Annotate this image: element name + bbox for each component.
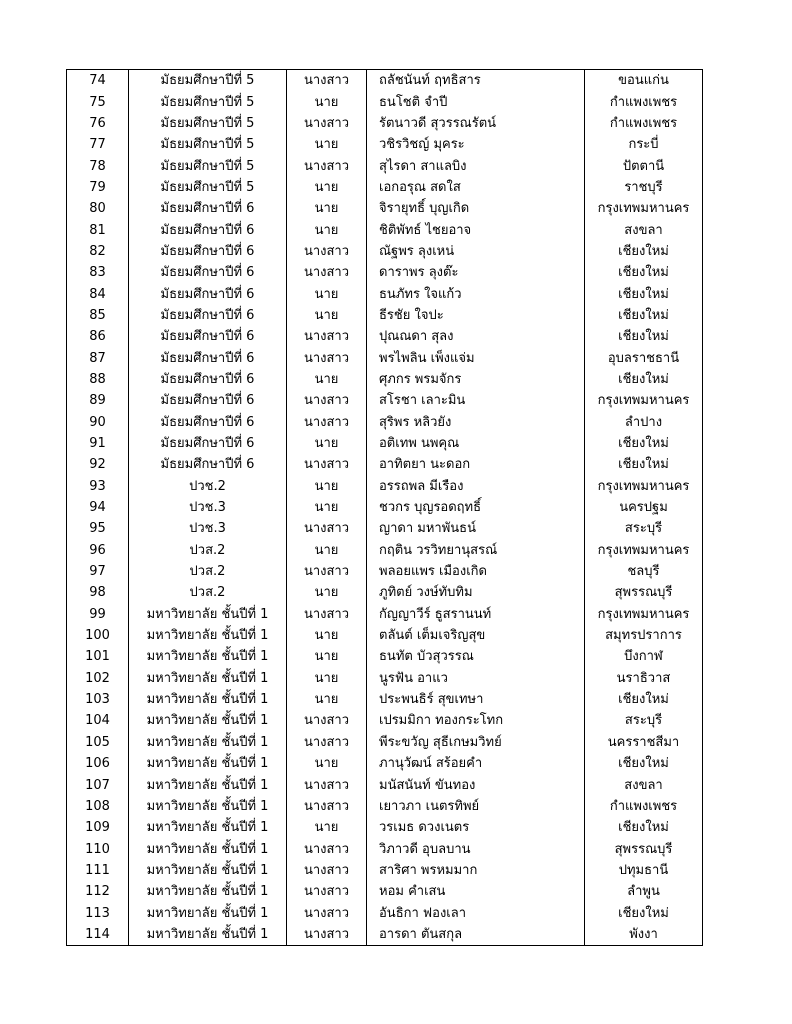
province-cell: กรุงเทพมหานคร	[585, 476, 703, 497]
table-row	[67, 433, 703, 454]
row-number-cell: 101	[67, 646, 129, 667]
table-row	[67, 347, 703, 368]
name-title-cell: นางสาว	[287, 561, 367, 582]
province-cell: เชียงใหม่	[585, 262, 703, 283]
education-level-cell: มัธยมศึกษาปีที่ 5	[129, 113, 287, 134]
row-number-cell: 114	[67, 924, 129, 946]
row-number-cell: 89	[67, 390, 129, 411]
row-number-cell: 94	[67, 497, 129, 518]
education-level-cell: ปวช.2	[129, 476, 287, 497]
province-cell: เชียงใหม่	[585, 305, 703, 326]
full-name-cell: ธนภัทร ใจแก้ว	[367, 283, 585, 304]
full-name-cell: สโรชา เลาะมิน	[367, 390, 585, 411]
name-title-cell: นางสาว	[287, 412, 367, 433]
row-number-cell: 91	[67, 433, 129, 454]
name-title-cell: นาย	[287, 369, 367, 390]
full-name-cell: ธีรชัย ใจปะ	[367, 305, 585, 326]
row-number-cell: 97	[67, 561, 129, 582]
full-name-cell: สุไรดา สาแลบิง	[367, 155, 585, 176]
row-number-cell: 93	[67, 476, 129, 497]
education-level-cell: มัธยมศึกษาปีที่ 6	[129, 326, 287, 347]
education-level-cell: ปวส.2	[129, 540, 287, 561]
table-row	[67, 91, 703, 112]
row-number-cell: 99	[67, 604, 129, 625]
table-row	[67, 219, 703, 240]
table-row	[67, 646, 703, 667]
education-level-cell: มัธยมศึกษาปีที่ 5	[129, 155, 287, 176]
row-number-cell: 83	[67, 262, 129, 283]
province-cell: กระบี่	[585, 134, 703, 155]
education-level-cell: มหาวิทยาลัย ชั้นปีที่ 1	[129, 838, 287, 859]
province-cell: สระบุรี	[585, 518, 703, 539]
province-cell: ปทุมธานี	[585, 860, 703, 881]
education-level-cell: มหาวิทยาลัย ชั้นปีที่ 1	[129, 924, 287, 946]
full-name-cell: อติเทพ นพคุณ	[367, 433, 585, 454]
table-row	[67, 860, 703, 881]
name-title-cell: นางสาว	[287, 326, 367, 347]
province-cell: ชลบุรี	[585, 561, 703, 582]
full-name-cell: ประพนธิร์ สุขเทษา	[367, 689, 585, 710]
education-level-cell: มัธยมศึกษาปีที่ 6	[129, 283, 287, 304]
education-level-cell: มัธยมศึกษาปีที่ 6	[129, 219, 287, 240]
name-title-cell: นางสาว	[287, 774, 367, 795]
education-level-cell: มหาวิทยาลัย ชั้นปีที่ 1	[129, 774, 287, 795]
education-level-cell: มัธยมศึกษาปีที่ 5	[129, 177, 287, 198]
name-title-cell: นางสาว	[287, 796, 367, 817]
full-name-cell: กฤติน วรวิทยานุสรณ์	[367, 540, 585, 561]
name-title-cell: นาย	[287, 497, 367, 518]
full-name-cell: วชิรวิชญ์ มุคระ	[367, 134, 585, 155]
row-number-cell: 82	[67, 241, 129, 262]
province-cell: เชียงใหม่	[585, 241, 703, 262]
education-level-cell: มัธยมศึกษาปีที่ 6	[129, 369, 287, 390]
full-name-cell: ศุภกร พรมจักร	[367, 369, 585, 390]
table-row	[67, 412, 703, 433]
full-name-cell: เอกอรุณ สดใส	[367, 177, 585, 198]
row-number-cell: 95	[67, 518, 129, 539]
full-name-cell: วิภาวดี อุบลบาน	[367, 838, 585, 859]
name-title-cell: นางสาว	[287, 262, 367, 283]
table-row	[67, 796, 703, 817]
table-row	[67, 540, 703, 561]
full-name-cell: วรเมธ ดวงเนตร	[367, 817, 585, 838]
full-name-cell: ชิติพัทธ์ ไชยอาจ	[367, 219, 585, 240]
table-row	[67, 305, 703, 326]
full-name-cell: ถลัชนันท์ ฤทธิสาร	[367, 70, 585, 92]
education-level-cell: มัธยมศึกษาปีที่ 5	[129, 134, 287, 155]
province-cell: กรุงเทพมหานคร	[585, 390, 703, 411]
province-cell: ราชบุรี	[585, 177, 703, 198]
education-level-cell: ปวส.2	[129, 582, 287, 603]
full-name-cell: สาริศา พรหมมาก	[367, 860, 585, 881]
education-level-cell: มัธยมศึกษาปีที่ 5	[129, 91, 287, 112]
education-level-cell: มหาวิทยาลัย ชั้นปีที่ 1	[129, 902, 287, 923]
province-cell: เชียงใหม่	[585, 283, 703, 304]
row-number-cell: 113	[67, 902, 129, 923]
full-name-cell: ภูทิตย์ วงษ์ทับทิม	[367, 582, 585, 603]
education-level-cell: มหาวิทยาลัย ชั้นปีที่ 1	[129, 668, 287, 689]
education-level-cell: มหาวิทยาลัย ชั้นปีที่ 1	[129, 625, 287, 646]
table-row	[67, 198, 703, 219]
province-cell: พังงา	[585, 924, 703, 946]
name-title-cell: นาย	[287, 540, 367, 561]
name-title-cell: นางสาว	[287, 881, 367, 902]
province-cell: อุบลราชธานี	[585, 347, 703, 368]
row-number-cell: 74	[67, 70, 129, 92]
education-level-cell: มหาวิทยาลัย ชั้นปีที่ 1	[129, 604, 287, 625]
province-cell: กำแพงเพชร	[585, 113, 703, 134]
table-row	[67, 774, 703, 795]
row-number-cell: 92	[67, 454, 129, 475]
row-number-cell: 80	[67, 198, 129, 219]
full-name-cell: ตลันต์ เต็มเจริญสุข	[367, 625, 585, 646]
table-row	[67, 283, 703, 304]
name-title-cell: นางสาว	[287, 390, 367, 411]
name-title-cell: นางสาว	[287, 70, 367, 92]
province-cell: เชียงใหม่	[585, 433, 703, 454]
student-list-table	[66, 69, 703, 946]
education-level-cell: มัธยมศึกษาปีที่ 5	[129, 70, 287, 92]
province-cell: ลำพูน	[585, 881, 703, 902]
province-cell: เชียงใหม่	[585, 753, 703, 774]
table-row	[67, 262, 703, 283]
table-row	[67, 177, 703, 198]
table-row	[67, 902, 703, 923]
row-number-cell: 111	[67, 860, 129, 881]
row-number-cell: 86	[67, 326, 129, 347]
name-title-cell: นาย	[287, 476, 367, 497]
education-level-cell: มหาวิทยาลัย ชั้นปีที่ 1	[129, 860, 287, 881]
name-title-cell: นางสาว	[287, 710, 367, 731]
table-row	[67, 155, 703, 176]
table-row	[67, 710, 703, 731]
province-cell: เชียงใหม่	[585, 369, 703, 390]
province-cell: เชียงใหม่	[585, 326, 703, 347]
full-name-cell: ชวกร บุญรอดฤทธิ์	[367, 497, 585, 518]
full-name-cell: มนัสนันท์ ขันทอง	[367, 774, 585, 795]
education-level-cell: มหาวิทยาลัย ชั้นปีที่ 1	[129, 689, 287, 710]
full-name-cell: อรรถพล มีเรือง	[367, 476, 585, 497]
row-number-cell: 106	[67, 753, 129, 774]
education-level-cell: มัธยมศึกษาปีที่ 6	[129, 454, 287, 475]
name-title-cell: นาย	[287, 582, 367, 603]
row-number-cell: 105	[67, 732, 129, 753]
name-title-cell: นาย	[287, 219, 367, 240]
table-row	[67, 604, 703, 625]
row-number-cell: 85	[67, 305, 129, 326]
education-level-cell: มหาวิทยาลัย ชั้นปีที่ 1	[129, 732, 287, 753]
row-number-cell: 78	[67, 155, 129, 176]
table-row	[67, 326, 703, 347]
full-name-cell: นูรฟัน อาแว	[367, 668, 585, 689]
name-title-cell: นาย	[287, 433, 367, 454]
row-number-cell: 84	[67, 283, 129, 304]
province-cell: เชียงใหม่	[585, 689, 703, 710]
full-name-cell: ธนทัต บัวสุวรรณ	[367, 646, 585, 667]
full-name-cell: อารดา ตันสกุล	[367, 924, 585, 946]
education-level-cell: มหาวิทยาลัย ชั้นปีที่ 1	[129, 817, 287, 838]
full-name-cell: พีระขวัญ สุธีเกษมวิทย์	[367, 732, 585, 753]
row-number-cell: 75	[67, 91, 129, 112]
table-row	[67, 625, 703, 646]
full-name-cell: อาทิตยา นะดอก	[367, 454, 585, 475]
education-level-cell: ปวส.2	[129, 561, 287, 582]
row-number-cell: 96	[67, 540, 129, 561]
province-cell: เชียงใหม่	[585, 817, 703, 838]
name-title-cell: นาย	[287, 91, 367, 112]
table-row	[67, 924, 703, 946]
province-cell: สระบุรี	[585, 710, 703, 731]
row-number-cell: 81	[67, 219, 129, 240]
name-title-cell: นาย	[287, 283, 367, 304]
full-name-cell: อันธิกา ฟองเลา	[367, 902, 585, 923]
full-name-cell: พรไพลิน เพ็งแจ่ม	[367, 347, 585, 368]
province-cell: สุพรรณบุรี	[585, 838, 703, 859]
table-row	[67, 113, 703, 134]
name-title-cell: นาย	[287, 305, 367, 326]
table-row	[67, 561, 703, 582]
province-cell: เชียงใหม่	[585, 902, 703, 923]
row-number-cell: 79	[67, 177, 129, 198]
education-level-cell: มัธยมศึกษาปีที่ 6	[129, 347, 287, 368]
table-row	[67, 518, 703, 539]
province-cell: นครปฐม	[585, 497, 703, 518]
row-number-cell: 108	[67, 796, 129, 817]
table-row	[67, 241, 703, 262]
name-title-cell: นางสาว	[287, 518, 367, 539]
name-title-cell: นางสาว	[287, 732, 367, 753]
row-number-cell: 102	[67, 668, 129, 689]
table-row	[67, 838, 703, 859]
table-row	[67, 70, 703, 92]
education-level-cell: ปวช.3	[129, 518, 287, 539]
full-name-cell: เปรมมิกา ทองกระโทก	[367, 710, 585, 731]
full-name-cell: ณัฐพร ลุงเหน่	[367, 241, 585, 262]
education-level-cell: มัธยมศึกษาปีที่ 6	[129, 241, 287, 262]
education-level-cell: มหาวิทยาลัย ชั้นปีที่ 1	[129, 646, 287, 667]
education-level-cell: มหาวิทยาลัย ชั้นปีที่ 1	[129, 796, 287, 817]
name-title-cell: นาย	[287, 689, 367, 710]
row-number-cell: 103	[67, 689, 129, 710]
row-number-cell: 90	[67, 412, 129, 433]
name-title-cell: นางสาว	[287, 113, 367, 134]
province-cell: เชียงใหม่	[585, 454, 703, 475]
row-number-cell: 112	[67, 881, 129, 902]
row-number-cell: 100	[67, 625, 129, 646]
education-level-cell: มัธยมศึกษาปีที่ 6	[129, 412, 287, 433]
table-body	[67, 70, 703, 946]
table-row	[67, 753, 703, 774]
table-row	[67, 732, 703, 753]
full-name-cell: เยาวภา เนตรทิพย์	[367, 796, 585, 817]
education-level-cell: มัธยมศึกษาปีที่ 6	[129, 305, 287, 326]
province-cell: สุพรรณบุรี	[585, 582, 703, 603]
province-cell: กรุงเทพมหานคร	[585, 540, 703, 561]
row-number-cell: 76	[67, 113, 129, 134]
table-row	[67, 881, 703, 902]
name-title-cell: นาย	[287, 646, 367, 667]
name-title-cell: นางสาว	[287, 454, 367, 475]
name-title-cell: นาย	[287, 625, 367, 646]
full-name-cell: หอม คำเสน	[367, 881, 585, 902]
table-row	[67, 454, 703, 475]
education-level-cell: มัธยมศึกษาปีที่ 6	[129, 433, 287, 454]
row-number-cell: 110	[67, 838, 129, 859]
table-row	[67, 582, 703, 603]
row-number-cell: 109	[67, 817, 129, 838]
province-cell: กรุงเทพมหานคร	[585, 604, 703, 625]
full-name-cell: พลอยแพร เมืองเกิด	[367, 561, 585, 582]
province-cell: นราธิวาส	[585, 668, 703, 689]
row-number-cell: 104	[67, 710, 129, 731]
table-row	[67, 390, 703, 411]
table-row	[67, 668, 703, 689]
province-cell: สงขลา	[585, 219, 703, 240]
name-title-cell: นาย	[287, 817, 367, 838]
full-name-cell: กัญญาวีร์ ธูสรานนท์	[367, 604, 585, 625]
education-level-cell: มัธยมศึกษาปีที่ 6	[129, 198, 287, 219]
name-title-cell: นางสาว	[287, 604, 367, 625]
education-level-cell: ปวช.3	[129, 497, 287, 518]
table-row	[67, 689, 703, 710]
province-cell: บึงกาฬ	[585, 646, 703, 667]
education-level-cell: มหาวิทยาลัย ชั้นปีที่ 1	[129, 710, 287, 731]
name-title-cell: นางสาว	[287, 347, 367, 368]
full-name-cell: ญาดา มหาพันธน์	[367, 518, 585, 539]
name-title-cell: นาย	[287, 753, 367, 774]
full-name-cell: รัตนาวดี สุวรรณรัตน์	[367, 113, 585, 134]
full-name-cell: จิรายุทธิ์ บุญเกิด	[367, 198, 585, 219]
name-title-cell: นางสาว	[287, 924, 367, 946]
name-title-cell: นาย	[287, 668, 367, 689]
name-title-cell: นาย	[287, 198, 367, 219]
education-level-cell: มัธยมศึกษาปีที่ 6	[129, 262, 287, 283]
province-cell: กำแพงเพชร	[585, 796, 703, 817]
table-row	[67, 476, 703, 497]
name-title-cell: นาย	[287, 177, 367, 198]
province-cell: นครราชสีมา	[585, 732, 703, 753]
province-cell: ขอนแก่น	[585, 70, 703, 92]
province-cell: กรุงเทพมหานคร	[585, 198, 703, 219]
province-cell: สงขลา	[585, 774, 703, 795]
row-number-cell: 88	[67, 369, 129, 390]
row-number-cell: 107	[67, 774, 129, 795]
full-name-cell: สุริพร หลิวยัง	[367, 412, 585, 433]
education-level-cell: มหาวิทยาลัย ชั้นปีที่ 1	[129, 753, 287, 774]
name-title-cell: นางสาว	[287, 155, 367, 176]
table-row	[67, 497, 703, 518]
full-name-cell: ดาราพร ลุงต๊ะ	[367, 262, 585, 283]
education-level-cell: มหาวิทยาลัย ชั้นปีที่ 1	[129, 881, 287, 902]
full-name-cell: ภานุวัฒน์ สร้อยคำ	[367, 753, 585, 774]
province-cell: กำแพงเพชร	[585, 91, 703, 112]
name-title-cell: นางสาว	[287, 838, 367, 859]
table-row	[67, 134, 703, 155]
name-title-cell: นางสาว	[287, 902, 367, 923]
row-number-cell: 98	[67, 582, 129, 603]
province-cell: ปัตตานี	[585, 155, 703, 176]
name-title-cell: นาย	[287, 134, 367, 155]
row-number-cell: 77	[67, 134, 129, 155]
row-number-cell: 87	[67, 347, 129, 368]
table-row	[67, 817, 703, 838]
full-name-cell: ปุณณดา สุลง	[367, 326, 585, 347]
name-title-cell: นางสาว	[287, 860, 367, 881]
province-cell: ลำปาง	[585, 412, 703, 433]
full-name-cell: ธนโชติ จำปี	[367, 91, 585, 112]
education-level-cell: มัธยมศึกษาปีที่ 6	[129, 390, 287, 411]
table-row	[67, 369, 703, 390]
province-cell: สมุทรปราการ	[585, 625, 703, 646]
name-title-cell: นางสาว	[287, 241, 367, 262]
